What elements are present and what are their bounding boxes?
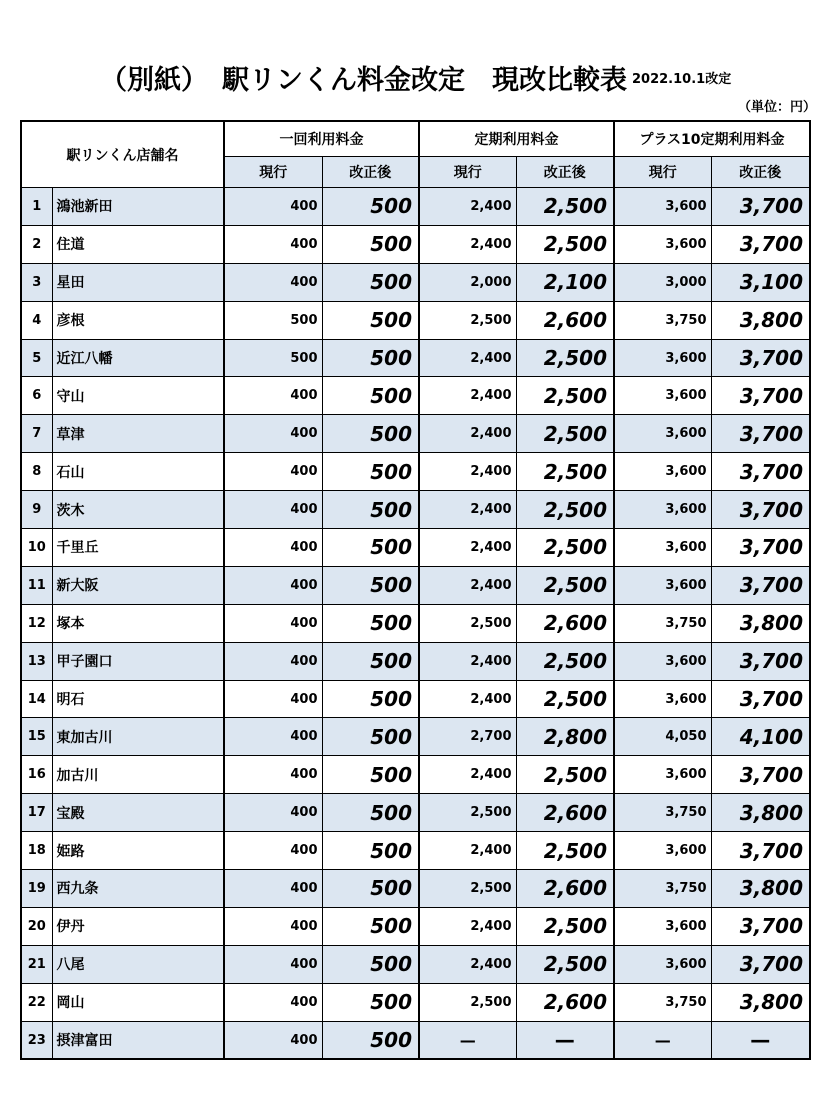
plus10-current-fee: 3,750 [614,301,711,339]
store-name: 八尾 [52,945,224,983]
plus10-current-fee: 3,600 [614,832,711,870]
plus10-revised-fee: 3,700 [711,945,810,983]
row-number: 12 [21,604,52,642]
store-name: 彦根 [52,301,224,339]
pass-revised-fee: 2,500 [516,188,614,226]
plus10-current-fee: 3,600 [614,188,711,226]
single-revised-fee: 500 [322,453,419,491]
single-revised-fee: 500 [322,225,419,263]
plus10-current-fee: 3,750 [614,983,711,1021]
pass-revised-header: 改正後 [516,157,614,188]
single-revised-fee: 500 [322,642,419,680]
single-current-fee: 400 [224,188,322,226]
store-name: 摂津富田 [52,1021,224,1059]
single-revised-fee: 500 [322,680,419,718]
pass-current-fee: 2,400 [419,188,516,226]
pass-revised-fee: 2,600 [516,983,614,1021]
plus10-revised-fee: 3,700 [711,377,810,415]
plus10-current-fee: 3,600 [614,415,711,453]
plus10-revised-fee: 3,700 [711,832,810,870]
table-row [21,339,810,377]
unit-note: （単位：円） [737,100,816,115]
plus10-current-fee: 3,750 [614,870,711,908]
plus10-revised-fee: 3,800 [711,983,810,1021]
pass-revised-fee: 2,100 [516,263,614,301]
plus10-current-header: 現行 [614,157,711,188]
single-current-fee: 400 [224,756,322,794]
single-revised-fee: 500 [322,415,419,453]
row-number: 16 [21,756,52,794]
plus10-revised-fee: 3,700 [711,566,810,604]
single-current-fee: 400 [224,604,322,642]
table-row [21,832,810,870]
pass-revised-fee: 2,500 [516,642,614,680]
plus10-revised-fee: 3,800 [711,604,810,642]
table-row [21,377,810,415]
row-number: 2 [21,225,52,263]
store-name: 宝殿 [52,794,224,832]
row-number: 5 [21,339,52,377]
store-name-header: 駅リンくん店舗名 [21,121,224,188]
plus10-revised-fee: 3,700 [711,339,810,377]
pass-current-fee: 2,000 [419,263,516,301]
single-revised-fee: 500 [322,339,419,377]
plus10-current-fee: 3,750 [614,794,711,832]
table-row [21,566,810,604]
single-revised-fee: 500 [322,756,419,794]
pass-current-header: 現行 [419,157,516,188]
row-number: 14 [21,680,52,718]
plus10-current-fee: — [614,1021,711,1059]
plus10-current-fee: 3,000 [614,263,711,301]
row-number: 6 [21,377,52,415]
pass-revised-fee: 2,500 [516,756,614,794]
single-current-fee: 400 [224,945,322,983]
page-title: 駅リンくん料金改定 現改比較表 [222,65,627,96]
single-current-fee: 500 [224,339,322,377]
plus10-revised-fee: 3,700 [711,225,810,263]
pass-current-fee: 2,400 [419,377,516,415]
single-fee-header: 一回利用料金 [224,121,419,157]
single-revised-fee: 500 [322,377,419,415]
row-number: 4 [21,301,52,339]
pass-current-fee: 2,400 [419,453,516,491]
table-row [21,983,810,1021]
store-name: 新大阪 [52,566,224,604]
pass-revised-fee: 2,500 [516,945,614,983]
plus10-current-fee: 3,600 [614,642,711,680]
plus10-revised-fee: 3,700 [711,188,810,226]
table-row [21,415,810,453]
single-revised-fee: 500 [322,529,419,567]
pass-current-fee: 2,500 [419,983,516,1021]
plus10-current-fee: 3,750 [614,604,711,642]
single-current-header: 現行 [224,157,322,188]
pass-current-fee: 2,400 [419,415,516,453]
table-row [21,794,810,832]
pass-revised-fee: 2,500 [516,907,614,945]
plus10-current-fee: 3,600 [614,529,711,567]
pass-current-fee: 2,400 [419,642,516,680]
store-name: 石山 [52,453,224,491]
single-current-fee: 400 [224,832,322,870]
store-name: 鴻池新田 [52,188,224,226]
store-name: 千里丘 [52,529,224,567]
pass-current-fee: 2,500 [419,870,516,908]
row-number: 9 [21,491,52,529]
table-row [21,945,810,983]
store-name: 星田 [52,263,224,301]
plus10-revised-fee: 3,700 [711,453,810,491]
single-current-fee: 400 [224,225,322,263]
store-name: 加古川 [52,756,224,794]
single-current-fee: 400 [224,680,322,718]
plus10-current-fee: 3,600 [614,453,711,491]
pass-current-fee: 2,400 [419,225,516,263]
single-current-fee: 400 [224,907,322,945]
pass-revised-fee: 2,500 [516,415,614,453]
title-line [0,58,830,98]
plus10-current-fee: 3,600 [614,339,711,377]
single-current-fee: 400 [224,983,322,1021]
single-current-fee: 400 [224,529,322,567]
store-name: 茨木 [52,491,224,529]
plus10-revised-fee: 3,700 [711,415,810,453]
row-number: 11 [21,566,52,604]
row-number: 13 [21,642,52,680]
single-revised-fee: 500 [322,718,419,756]
single-revised-fee: 500 [322,832,419,870]
pass-current-fee: 2,400 [419,832,516,870]
row-number: 18 [21,832,52,870]
single-current-fee: 400 [224,794,322,832]
row-number: 19 [21,870,52,908]
row-number: 22 [21,983,52,1021]
plus10-revised-fee: 3,800 [711,794,810,832]
single-revised-fee: 500 [322,945,419,983]
pass-revised-fee: 2,500 [516,225,614,263]
table-row [21,642,810,680]
single-revised-fee: 500 [322,983,419,1021]
pass-revised-fee: 2,600 [516,301,614,339]
pass-current-fee: 2,400 [419,907,516,945]
table-row [21,453,810,491]
single-current-fee: 400 [224,491,322,529]
row-number: 21 [21,945,52,983]
single-current-fee: 400 [224,642,322,680]
single-revised-fee: 500 [322,1021,419,1059]
pass-revised-fee: 2,600 [516,604,614,642]
store-name: 東加古川 [52,718,224,756]
store-name: 近江八幡 [52,339,224,377]
row-number: 15 [21,718,52,756]
row-number: 17 [21,794,52,832]
store-name: 伊丹 [52,907,224,945]
plus10-current-fee: 3,600 [614,491,711,529]
pass-revised-fee: 2,500 [516,680,614,718]
table-row [21,301,810,339]
plus10-current-fee: 3,600 [614,756,711,794]
pass-current-fee: 2,400 [419,339,516,377]
plus10-revised-fee: 3,700 [711,642,810,680]
pass-current-fee: 2,400 [419,491,516,529]
pass-current-fee: 2,500 [419,301,516,339]
table-row [21,1021,810,1059]
fee-comparison-table [20,120,811,1060]
title-prefix: （別紙） [100,65,208,96]
table-row [21,907,810,945]
table-row [21,604,810,642]
store-name: 姫路 [52,832,224,870]
pass-revised-fee: 2,600 [516,870,614,908]
pass-current-fee: 2,400 [419,756,516,794]
plus10-revised-fee: 4,100 [711,718,810,756]
single-revised-fee: 500 [322,604,419,642]
single-revised-fee: 500 [322,907,419,945]
pass-revised-fee: 2,500 [516,832,614,870]
single-revised-fee: 500 [322,794,419,832]
pass-revised-fee: — [516,1021,614,1059]
table-row [21,680,810,718]
plus10-fee-header: プラス10定期利用料金 [614,121,810,157]
pass-current-fee: 2,500 [419,604,516,642]
pass-current-fee: 2,400 [419,566,516,604]
pass-revised-fee: 2,500 [516,491,614,529]
plus10-revised-fee: 3,700 [711,756,810,794]
store-name: 甲子園口 [52,642,224,680]
single-revised-header: 改正後 [322,157,419,188]
plus10-revised-fee: 3,800 [711,301,810,339]
single-current-fee: 400 [224,415,322,453]
plus10-revised-fee: 3,700 [711,491,810,529]
plus10-current-fee: 3,600 [614,680,711,718]
pass-revised-fee: 2,500 [516,377,614,415]
pass-revised-fee: 2,500 [516,529,614,567]
single-revised-fee: 500 [322,870,419,908]
pass-revised-fee: 2,500 [516,453,614,491]
pass-revised-fee: 2,600 [516,794,614,832]
single-revised-fee: 500 [322,491,419,529]
store-name: 明石 [52,680,224,718]
single-current-fee: 400 [224,1021,322,1059]
store-name: 塚本 [52,604,224,642]
single-revised-fee: 500 [322,301,419,339]
single-current-fee: 400 [224,870,322,908]
plus10-revised-fee: 3,800 [711,870,810,908]
store-name: 岡山 [52,983,224,1021]
plus10-revised-fee: 3,700 [711,680,810,718]
pass-revised-fee: 2,500 [516,566,614,604]
table-row [21,225,810,263]
pass-current-fee: 2,400 [419,529,516,567]
plus10-revised-fee: — [711,1021,810,1059]
pass-fee-header: 定期利用料金 [419,121,614,157]
row-number: 20 [21,907,52,945]
single-revised-fee: 500 [322,263,419,301]
pass-current-fee: 2,700 [419,718,516,756]
table-row [21,188,810,226]
table-row [21,263,810,301]
plus10-current-fee: 3,600 [614,225,711,263]
row-number: 3 [21,263,52,301]
single-current-fee: 500 [224,301,322,339]
table-row [21,756,810,794]
plus10-revised-fee: 3,700 [711,907,810,945]
pass-current-fee: 2,500 [419,794,516,832]
table-body [21,188,810,1060]
single-current-fee: 400 [224,566,322,604]
store-name: 住道 [52,225,224,263]
pass-current-fee: — [419,1021,516,1059]
table-row [21,718,810,756]
row-number: 8 [21,453,52,491]
store-name: 西九条 [52,870,224,908]
plus10-current-fee: 3,600 [614,907,711,945]
row-number: 7 [21,415,52,453]
store-name: 草津 [52,415,224,453]
plus10-current-fee: 4,050 [614,718,711,756]
row-number: 1 [21,188,52,226]
single-current-fee: 400 [224,718,322,756]
row-number: 10 [21,529,52,567]
store-name: 守山 [52,377,224,415]
single-current-fee: 400 [224,377,322,415]
table-row [21,491,810,529]
plus10-revised-fee: 3,700 [711,529,810,567]
table-row [21,529,810,567]
plus10-revised-header: 改正後 [711,157,810,188]
pass-revised-fee: 2,500 [516,339,614,377]
pass-current-fee: 2,400 [419,680,516,718]
table-row [21,870,810,908]
single-revised-fee: 500 [322,188,419,226]
plus10-revised-fee: 3,100 [711,263,810,301]
revision-date: 2022.10.1改定 [632,72,732,87]
single-revised-fee: 500 [322,566,419,604]
plus10-current-fee: 3,600 [614,566,711,604]
plus10-current-fee: 3,600 [614,945,711,983]
single-current-fee: 400 [224,453,322,491]
pass-revised-fee: 2,800 [516,718,614,756]
single-current-fee: 400 [224,263,322,301]
row-number: 23 [21,1021,52,1059]
plus10-current-fee: 3,600 [614,377,711,415]
pass-current-fee: 2,400 [419,945,516,983]
